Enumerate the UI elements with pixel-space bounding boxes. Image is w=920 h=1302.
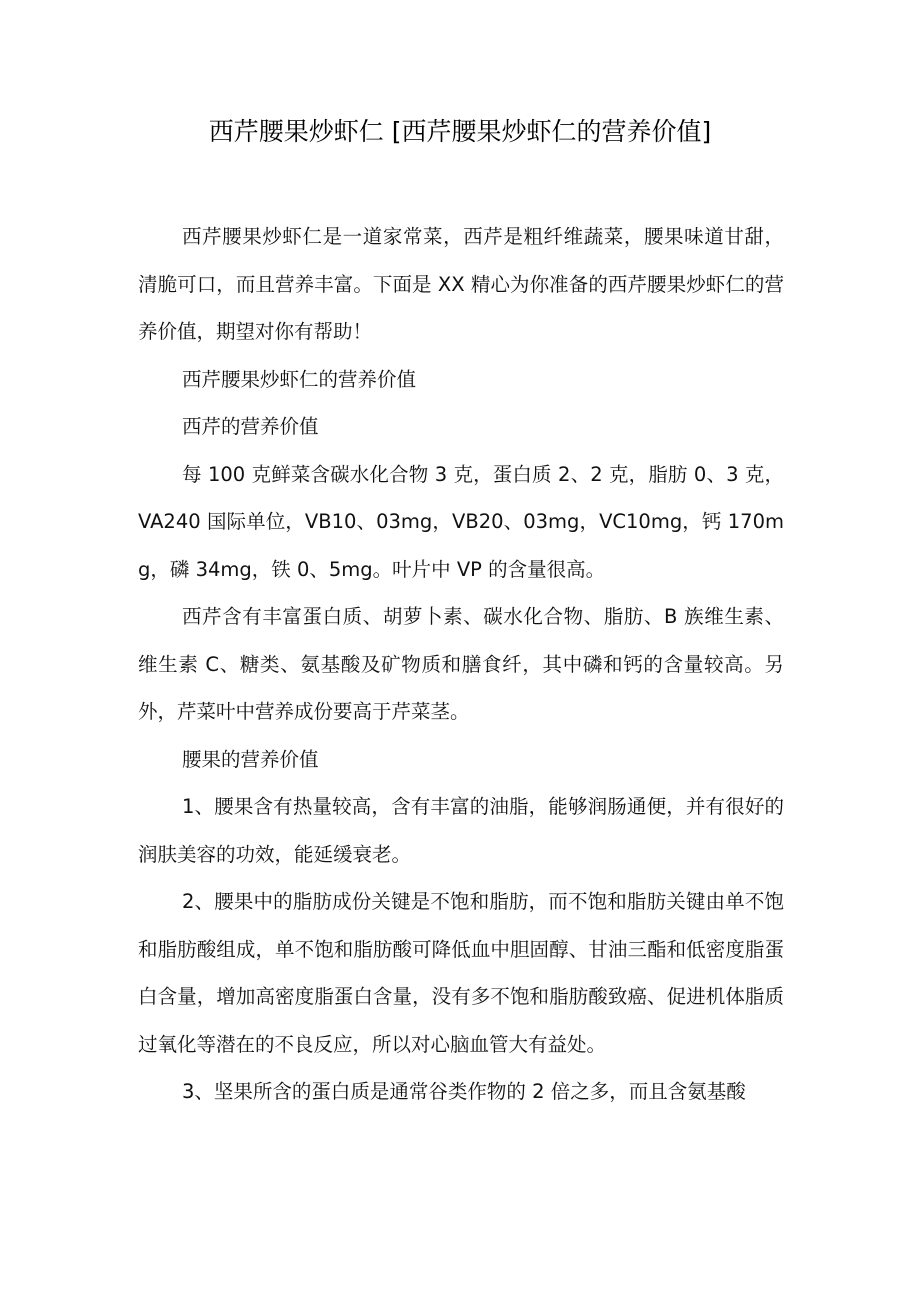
document-body [138, 213, 784, 1116]
paragraph-cashew-point-2: 2、腰果中的脂肪成份关键是不饱和脂肪，而不饱和脂肪关键由单不饱和脂肪酸组成，单不饱和脂肪酸可降低血中胆固醇、甘油三酯和低密度脂蛋白含量，增加高密度脂蛋白含量，没有多不饱和脂肪酸致癌、促进机体脂质过氧化等潜在的不良反应，所以对心脑血管大有益处。 [138, 890, 784, 1056]
paragraph-cashew-point-1: 1、腰果含有热量较高，含有丰富的油脂，能够润肠通便，并有很好的润肤美容的功效，能延缓衰老。 [138, 795, 784, 866]
document-title: 西芹腰果炒虾仁 [西芹腰果炒虾仁的营养价值] [208, 117, 712, 146]
paragraph-celery-nutrients: 西芹含有丰富蛋白质、胡萝卜素、碳水化合物、脂肪、B 族维生素、维生素 C、糖类、氨基酸及矿物质和膳食纤，其中磷和钙的含量较高。另外，芹菜叶中营养成份要高于芹菜茎。 [138, 605, 784, 723]
section-heading-dish-nutrition: 西芹腰果炒虾仁的营养价值 [182, 367, 417, 391]
paragraph-celery-composition: 每 100 克鲜菜含碳水化合物 3 克，蛋白质 2、2 克，脂肪 0、3 克，VA240 国际单位，VB10、03mg，VB20、03mg，VC10mg，钙 170mg，磷 34mg，铁 0、5mg。叶片中 VP 的含量很高。 [138, 462, 784, 581]
section-heading-cashew-nutrition: 腰果的营养价值 [182, 747, 319, 771]
paragraph-intro: 西芹腰果炒虾仁是一道家常菜，西芹是粗纤维蔬菜，腰果味道甘甜，清脆可口，而且营养丰富。下面是 XX 精心为你准备的西芹腰果炒虾仁的营养价值，期望对你有帮助！ [138, 225, 784, 343]
section-heading-celery-nutrition: 西芹的营养价值 [182, 415, 319, 438]
paragraph-cashew-point-3: 3、坚果所含的蛋白质是通常谷类作物的 2 倍之多，而且含氨基酸 [182, 1080, 746, 1103]
